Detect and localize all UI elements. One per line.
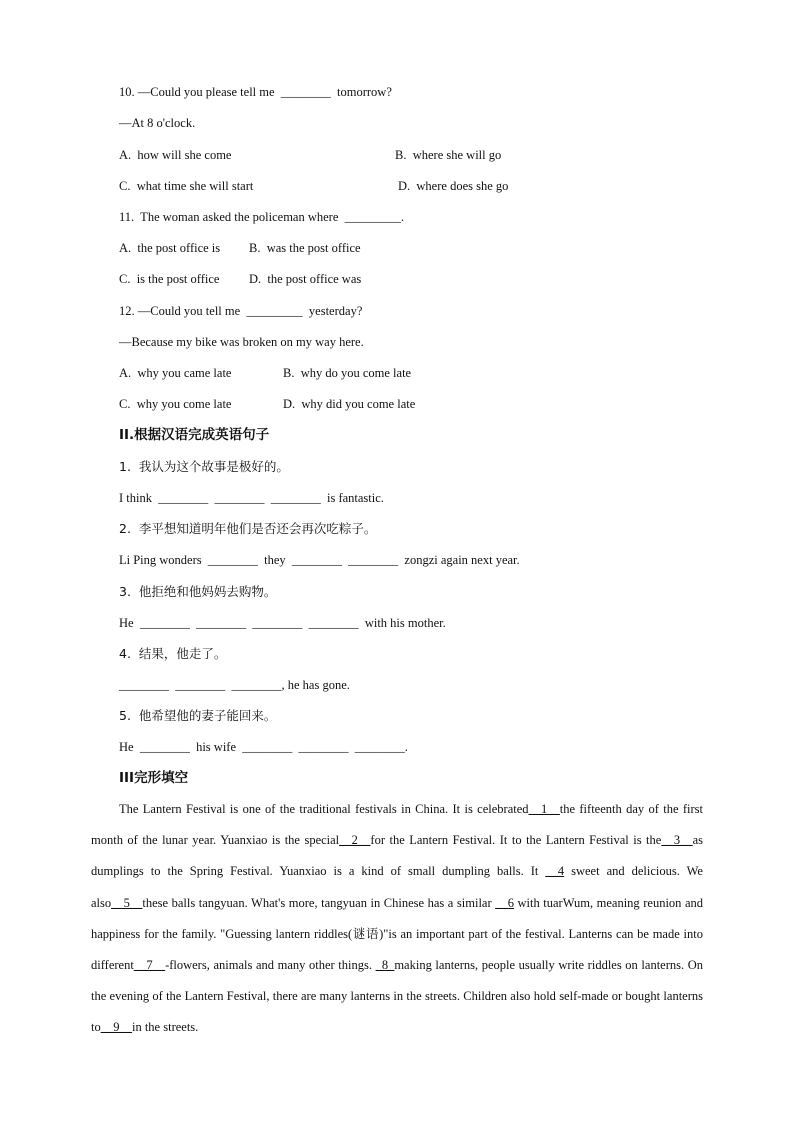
passage-text: for the Lantern Festival. It to the Lantern Festival is the — [370, 833, 662, 848]
option-12c: C. why you come late — [119, 397, 232, 411]
passage-text: -flowers, animals and many other things. — [165, 958, 376, 973]
option-11b: B. was the post office — [249, 241, 361, 255]
blank-4: __4 — [545, 864, 565, 879]
section-2-item-5-en: He ________ his wife ________ ________ ________. — [119, 740, 408, 754]
question-12: 12. —Could you tell me _________ yesterday? — [119, 304, 363, 318]
option-12a: A. why you came late — [119, 366, 232, 380]
passage-text: in the streets. — [131, 1020, 199, 1035]
option-10a: A. how will she come — [119, 148, 232, 162]
option-11a: A. the post office is — [119, 241, 221, 255]
passage-text: sweet and delicious. We also — [91, 864, 703, 910]
passage-text: these balls tangyuan. What's more, tangyuan in Chinese has a similar — [142, 895, 496, 910]
passage-text: with tuarWum, meaning reunion and happiness for the family. "Guessing lantern riddles(谜语)"is an important part of the festival. Lanterns can be made into different — [91, 895, 704, 973]
blank-3: __3__ — [661, 833, 693, 848]
blank-8: _8_ — [375, 958, 395, 973]
section-3-title: III完形填空 — [119, 770, 189, 786]
blank-6: __6 — [495, 895, 514, 910]
option-12d: D. why did you come late — [283, 397, 416, 411]
answer-12: —Because my bike was broken on my way here. — [119, 335, 364, 349]
blank-9: __9__ — [100, 1020, 132, 1035]
option-12b: B. why do you come late — [283, 366, 412, 380]
section-2-item-4-en: ________ ________ ________, he has gone. — [119, 678, 350, 692]
section-2-item-5-cn: 5. 他希望他的妻子能回来。 — [119, 708, 277, 723]
section-2-item-3-en: He ________ ________ ________ ________ with his mother. — [119, 616, 446, 630]
option-11c: C. is the post office — [119, 272, 220, 286]
blank-1: __1__ — [528, 802, 560, 816]
blank-2: __2__ — [339, 833, 371, 848]
passage-text: the fifteenth day of the first month of the lunar year. Yuanxiao is the special — [91, 802, 703, 848]
section-2-item-1-cn: 1. 我认为这个故事是极好的。 — [119, 459, 289, 474]
section-2-item-4-cn: 4. 结果，他走了。 — [119, 646, 227, 661]
option-11d: D. the post office was — [249, 272, 362, 286]
section-2-item-2-cn: 2. 李平想知道明年他们是否还会再次吃粽子。 — [119, 521, 377, 536]
section-2-title: II.根据汉语完成英语句子 — [119, 427, 270, 443]
option-10c: C. what time she will start — [119, 179, 254, 193]
cloze-passage — [91, 794, 703, 1044]
passage-text: The Lantern Festival is one of the traditional festivals in China. It is celebrated — [119, 802, 529, 816]
answer-10: —At 8 o'clock. — [119, 116, 196, 130]
section-2-item-3-cn: 3. 他拒绝和他妈妈去购物。 — [119, 584, 277, 599]
blank-7: __7__ — [133, 958, 166, 973]
blank-5: __5__ — [111, 895, 143, 910]
section-2-item-2-en: Li Ping wonders ________ they ________ ________ zongzi again next year. — [119, 553, 520, 567]
option-10d: D. where does she go — [398, 179, 509, 193]
question-11: 11. The woman asked the policeman where _________. — [119, 210, 404, 224]
option-10b: B. where she will go — [395, 148, 502, 162]
section-2-item-1-en: I think ________ ________ ________ is fantastic. — [119, 491, 384, 505]
passage-text: making lanterns, people usually write riddles on lanterns. On the evening of the Lantern Festival, there are many lanterns in the streets. Children also hold self-made or bought lanterns to — [91, 958, 704, 1035]
question-10: 10. —Could you please tell me ________ tomorrow? — [119, 85, 392, 99]
passage-text: as dumplings to the Spring Festival. Yuanxiao is a kind of small dumpling balls. It — [91, 833, 704, 879]
